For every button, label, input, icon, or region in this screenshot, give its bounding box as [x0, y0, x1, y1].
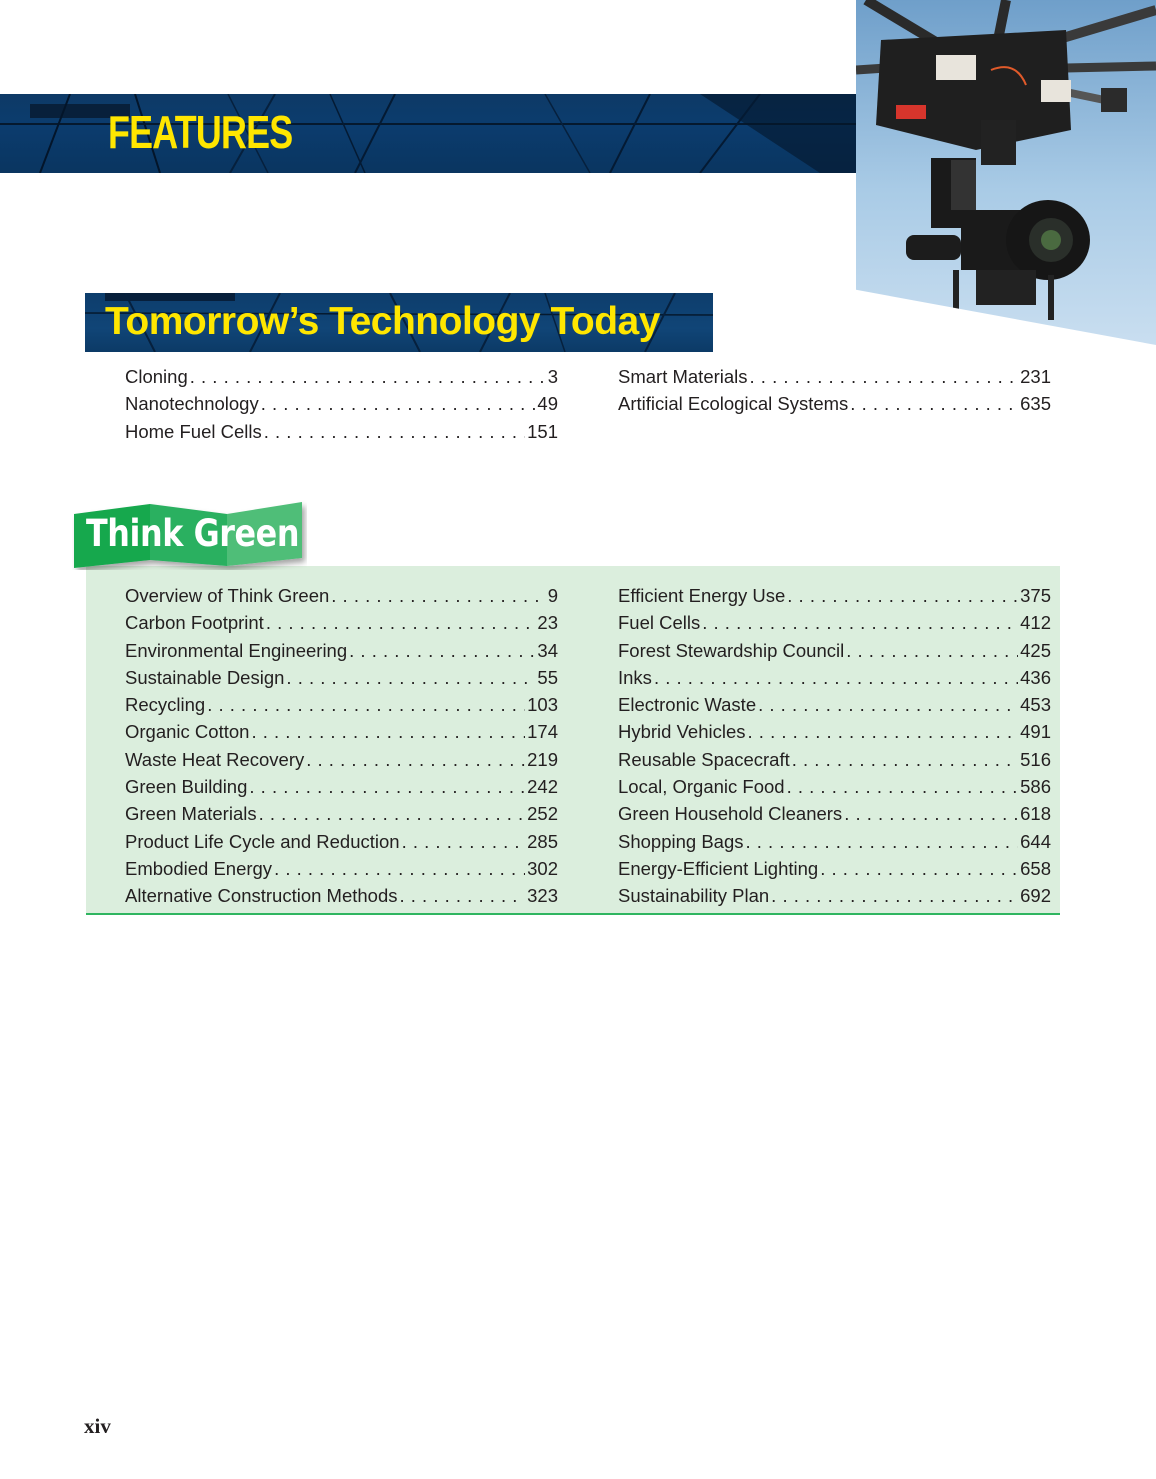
dot-leader	[844, 800, 1018, 827]
toc-entry-label: Energy-Efficient Lighting	[618, 857, 819, 879]
dot-leader	[259, 800, 526, 827]
toc-entry-label: Hybrid Vehicles	[618, 721, 746, 743]
toc-entry-label: Alternative Construction Methods	[125, 885, 398, 907]
section-header-tomorrows-technology	[85, 293, 713, 352]
section-title: Tomorrow’s Technology Today	[105, 300, 660, 343]
drone-illustration-icon	[856, 0, 1156, 345]
toc-entry-page: 23	[537, 612, 558, 634]
dot-leader	[771, 882, 1018, 909]
toc-entry-page: 252	[527, 803, 558, 825]
toc-entry[interactable]	[618, 882, 1051, 909]
toc-column-right	[618, 582, 1051, 910]
toc-entry-label: Forest Stewardship Council	[618, 639, 845, 661]
toc-entry[interactable]	[618, 855, 1051, 882]
toc-entry-page: 425	[1020, 639, 1051, 661]
toc-entry[interactable]	[618, 718, 1051, 745]
toc-entry[interactable]	[618, 390, 1051, 417]
toc-entry-label: Shopping Bags	[618, 830, 744, 852]
toc-entry-page: 285	[527, 830, 558, 852]
toc-entry-label: Overview of Think Green	[125, 585, 330, 606]
toc-entry-label: Nanotechnology	[125, 393, 259, 415]
toc-entry-label: Carbon Footprint	[125, 612, 264, 634]
toc-entry-label: Green Materials	[125, 803, 257, 825]
toc-entry-page: 436	[1020, 666, 1051, 688]
toc-entry[interactable]	[125, 718, 558, 745]
toc-entry-label: Organic Cotton	[125, 721, 250, 743]
toc-entry-page: 174	[527, 721, 558, 743]
toc-entry[interactable]	[618, 664, 1051, 691]
page-title: FEATURES	[108, 106, 293, 158]
toc-entry[interactable]	[125, 773, 558, 800]
toc-entry-page: 49	[537, 393, 558, 415]
toc-entry-label: Electronic Waste	[618, 694, 757, 716]
toc-entry-label: Environmental Engineering	[125, 639, 348, 661]
drone-camera-photo	[856, 0, 1156, 345]
toc-entry-page: 618	[1020, 803, 1051, 825]
dot-leader	[746, 828, 1019, 855]
toc-entry[interactable]	[618, 582, 1051, 609]
dot-leader	[402, 828, 526, 855]
dot-leader	[850, 390, 1018, 417]
toc-entry[interactable]	[125, 582, 558, 609]
toc-entry-label: Waste Heat Recovery	[125, 748, 305, 770]
toc-entry[interactable]	[125, 418, 558, 445]
toc-entry-label: Green Building	[125, 776, 248, 798]
dot-leader	[207, 691, 525, 718]
dot-leader	[400, 882, 526, 909]
dot-leader	[846, 637, 1018, 664]
toc-column-left	[125, 582, 558, 910]
toc-entry[interactable]	[125, 691, 558, 718]
toc-entry-label: Reusable Spacecraft	[618, 748, 790, 770]
toc-entry-page: 103	[527, 694, 558, 716]
dot-leader	[792, 746, 1018, 773]
dot-leader	[249, 773, 525, 800]
features-banner	[0, 94, 858, 173]
toc-entry[interactable]	[618, 800, 1051, 827]
toc-entry[interactable]	[618, 637, 1051, 664]
toc-entry-page: 375	[1020, 585, 1051, 606]
toc-entry-page: 231	[1020, 366, 1051, 387]
toc-entry[interactable]	[125, 390, 558, 417]
toc-entry[interactable]	[125, 855, 558, 882]
toc-column-right	[618, 363, 1051, 418]
dot-leader	[654, 664, 1018, 691]
toc-entry-label: Artificial Ecological Systems	[618, 393, 849, 415]
dot-leader	[748, 718, 1019, 745]
dot-leader	[190, 363, 546, 390]
dot-leader	[306, 746, 525, 773]
section-header-think-green	[72, 500, 307, 570]
toc-entry[interactable]	[125, 746, 558, 773]
section-title: Think Green	[86, 512, 300, 555]
toc-entry[interactable]	[618, 609, 1051, 636]
dot-leader	[702, 609, 1018, 636]
toc-entry-label: Cloning	[125, 366, 188, 387]
toc-entry[interactable]	[125, 664, 558, 691]
toc-entry-label: Embodied Energy	[125, 857, 273, 879]
toc-entry-page: 55	[537, 666, 558, 688]
toc-entry-page: 151	[527, 420, 558, 442]
toc-entry-label: Local, Organic Food	[618, 776, 785, 798]
toc-entry[interactable]	[125, 609, 558, 636]
toc-entry-label: Fuel Cells	[618, 612, 701, 634]
toc-entry-page: 516	[1020, 748, 1051, 770]
toc-entry-page: 323	[527, 885, 558, 907]
dot-leader	[349, 637, 535, 664]
toc-entry-label: Efficient Energy Use	[618, 585, 786, 606]
toc-entry[interactable]	[125, 882, 558, 909]
dot-leader	[820, 855, 1018, 882]
toc-entry-page: 9	[547, 585, 558, 606]
toc-entry[interactable]	[618, 773, 1051, 800]
dot-leader	[758, 691, 1018, 718]
toc-entry-page: 644	[1020, 830, 1051, 852]
toc-entry-page: 219	[527, 748, 558, 770]
page-number: xiv	[84, 1414, 111, 1438]
toc-entry-label: Smart Materials	[618, 366, 748, 387]
toc-entry[interactable]	[125, 637, 558, 664]
toc-entry[interactable]	[125, 363, 558, 390]
dot-leader	[750, 363, 1019, 390]
toc-entry-page: 34	[537, 639, 558, 661]
toc-column-left	[125, 363, 558, 445]
toc-entry-label: Green Household Cleaners	[618, 803, 843, 825]
toc-entry-label: Sustainable Design	[125, 666, 285, 688]
dot-leader	[266, 609, 536, 636]
toc-entry-label: Product Life Cycle and Reduction	[125, 830, 400, 852]
toc-entry-page: 3	[547, 366, 558, 387]
dot-leader	[787, 773, 1019, 800]
toc-entry-page: 635	[1020, 393, 1051, 415]
toc-entry-label: Recycling	[125, 694, 206, 716]
toc-entry-page: 302	[527, 857, 558, 879]
toc-entry[interactable]	[125, 800, 558, 827]
dot-leader	[274, 855, 525, 882]
dot-leader	[251, 718, 525, 745]
dot-leader	[264, 418, 525, 445]
toc-entry-page: 692	[1020, 885, 1051, 907]
toc-entry[interactable]	[618, 828, 1051, 855]
toc-entry-page: 242	[527, 776, 558, 798]
dot-leader	[331, 582, 545, 609]
toc-entry-label: Inks	[618, 666, 652, 688]
toc-entry-page: 412	[1020, 612, 1051, 634]
toc-entry-page: 453	[1020, 694, 1051, 716]
toc-entry-page: 491	[1020, 721, 1051, 743]
toc-entry-label: Home Fuel Cells	[125, 420, 262, 442]
toc-entry[interactable]	[618, 746, 1051, 773]
dot-leader	[787, 582, 1018, 609]
dot-leader	[286, 664, 535, 691]
toc-entry-page: 658	[1020, 857, 1051, 879]
toc-entry-label: Sustainability Plan	[618, 885, 770, 907]
toc-entry[interactable]	[618, 691, 1051, 718]
toc-entry-page: 586	[1020, 776, 1051, 798]
toc-entry[interactable]	[125, 828, 558, 855]
toc-entry[interactable]	[618, 363, 1051, 390]
dot-leader	[261, 390, 536, 417]
